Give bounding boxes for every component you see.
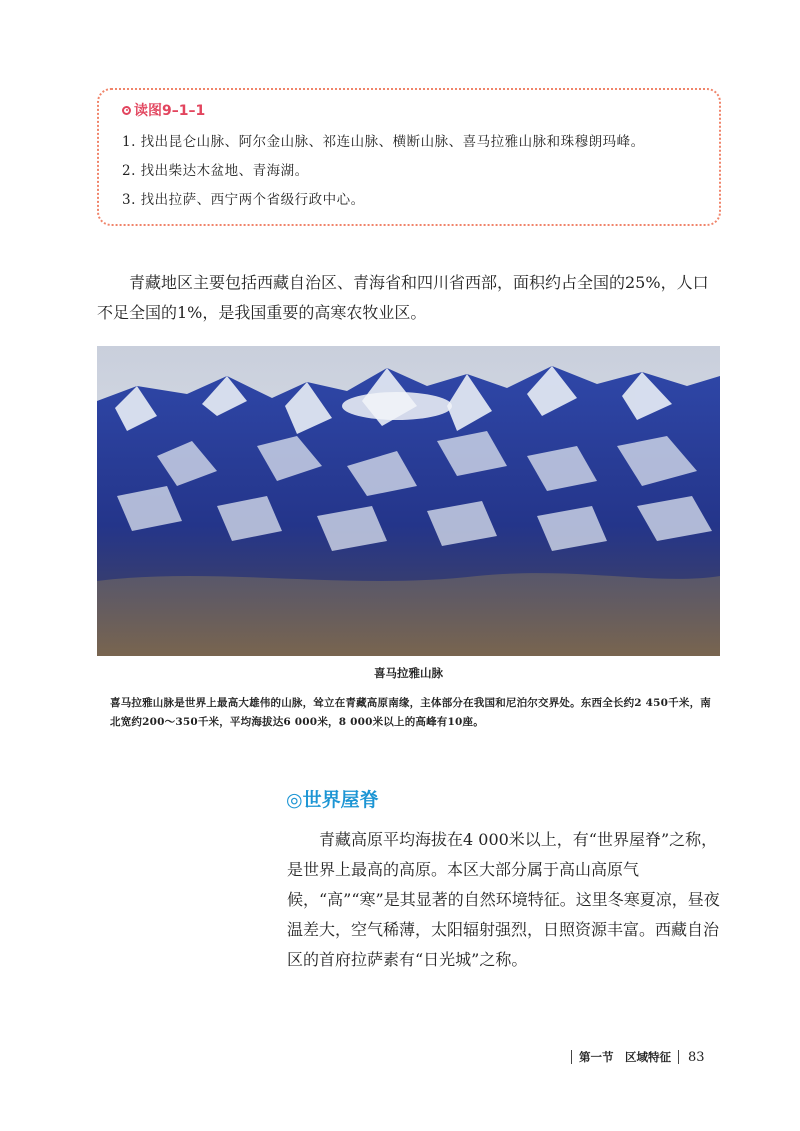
intro-paragraph: 青藏地区主要包括西藏自治区、青海省和四川省西部，面积约占全国的25%，人口不足全国的1%，是我国重要的高寒农牧业区。 <box>97 273 709 322</box>
section-heading: ◎世界屋脊 <box>286 789 379 811</box>
himalaya-photo <box>97 346 720 656</box>
figure-caption-text: 喜马拉雅山脉是世界上最高大雄伟的山脉，耸立在青藏高原南缘，主体部分在我国和尼泊尔交界处。东西全长约2 450千米，南北宽约200～350千米，平均海拔达6 000米，8 000米以上的高峰有10座。 <box>110 697 711 728</box>
activity-item-2: 2. 找出柴达木盆地、青海湖。 <box>122 163 309 179</box>
activity-title <box>122 100 205 120</box>
page-footer <box>564 1049 705 1065</box>
figure-caption-title: 喜马拉雅山脉 <box>374 666 443 680</box>
footer-section-label: 第一节 区域特征 <box>579 1050 671 1064</box>
bullet-icon <box>122 106 131 115</box>
section-paragraph: 青藏高原平均海拔在4 000米以上，有“世界屋脊”之称，是世界上最高的高原。本区大部分属于高山高原气候，“高”“寒”是其显著的自然环境特征。这里冬寒夏凉，昼夜温差大，空气稀薄，太阳辐射强烈，日照资源丰富。西藏自治区的首府拉萨素有“日光城”之称。 <box>287 830 720 969</box>
footer-divider <box>571 1050 572 1064</box>
footer-divider <box>678 1050 679 1064</box>
activity-item-3: 3. 找出拉萨、西宁两个省级行政中心。 <box>122 192 365 208</box>
activity-item-1: 1. 找出昆仑山脉、阿尔金山脉、祁连山脉、横断山脉、喜马拉雅山脉和珠穆朗玛峰。 <box>122 134 645 150</box>
activity-title-text: 读图9–1–1 <box>134 103 206 119</box>
page-number: 83 <box>688 1049 705 1065</box>
